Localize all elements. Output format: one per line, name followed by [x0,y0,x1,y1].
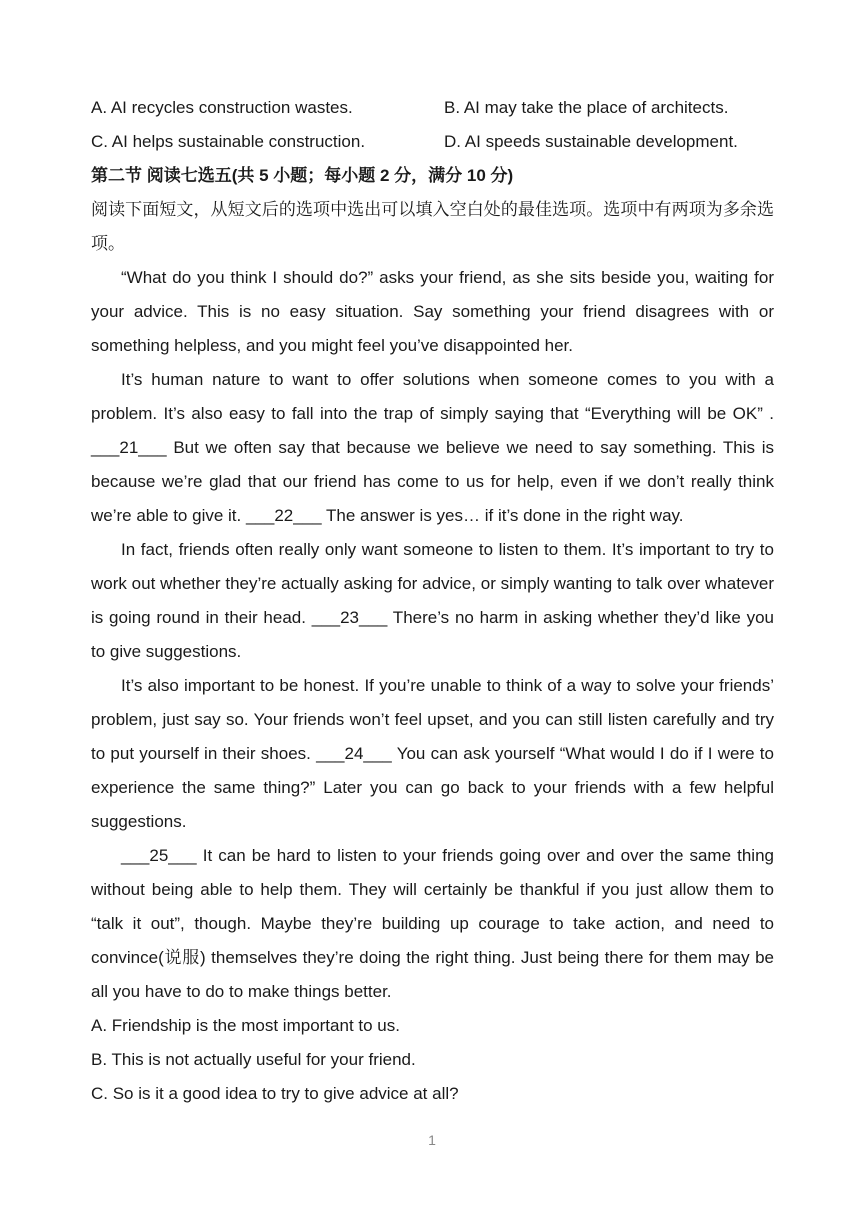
page-content [91,91,774,1111]
answer-option-a: A. Friendship is the most important to us. [91,1016,400,1035]
previous-options-row-2 [91,125,774,159]
passage-paragraph-5: ___25___ It can be hard to listen to your friends going over and over the same thing without being able to help them. They will certainly be thankful if you just allow them to “talk it out”, though. Maybe they’re building up courage to take action, and need to convince(说服) themselves they’re doing the right thing. Just being there for them may be all you have to do to make things better. [91,846,774,1001]
previous-options-row-1 [91,91,774,125]
passage-paragraph-2: It’s human nature to want to offer solutions when someone comes to you with a problem. It’s also easy to fall into the trap of simply saying that “Everything will be OK” . ___21___ But we often say that because we believe we need to say something. This is because we’re glad that our friend has come to us for help, even if we don’t really think we’re able to give it. ___22___ The answer is yes… if it’s done in the right way. [91,370,774,525]
passage-paragraph-4: It’s also important to be honest. If you’re unable to think of a way to solve your friends’ problem, just say so. Your friends won’t feel upset, and you can still listen carefully and try to put yourself in their shoes. ___24___ You can ask yourself “What would I do if I were to experience the same thing?” Later you can go back to your friends with a few helpful suggestions. [91,676,774,831]
answer-option-c: C. So is it a good idea to try to give advice at all? [91,1084,459,1103]
page-number: 1 [428,1132,436,1148]
option-c: C. AI helps sustainable construction. [91,132,366,151]
section-instructions: 阅读下面短文，从短文后的选项中选出可以填入空白处的最佳选项。选项中有两项为多余选项。 [91,200,774,253]
section-title: 第二节 阅读七选五(共 5 小题；每小题 2 分，满分 10 分) [91,166,514,185]
option-b: B. AI may take the place of architects. [444,98,729,117]
answer-option-b: B. This is not actually useful for your friend. [91,1050,416,1069]
option-a: A. AI recycles construction wastes. [91,98,353,117]
option-d: D. AI speeds sustainable development. [444,132,738,151]
passage-paragraph-1: “What do you think I should do?” asks your friend, as she sits beside you, waiting for your advice. This is no easy situation. Say something your friend disagrees with or something helpless, and you might feel you’ve disappointed her. [91,268,774,355]
passage-paragraph-3: In fact, friends often really only want someone to listen to them. It’s important to try to work out whether they’re actually asking for advice, or simply wanting to talk over whatever is going round in their head. ___23___ There’s no harm in asking whether they’d like you to give suggestions. [91,540,774,661]
